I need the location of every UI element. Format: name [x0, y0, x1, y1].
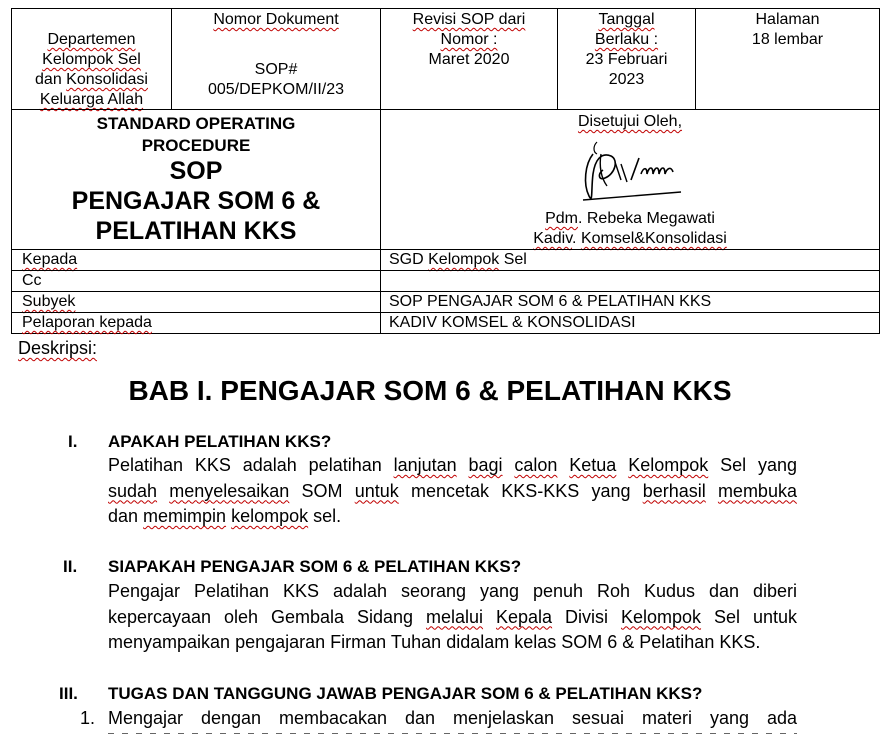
- sop-title-line2: PROCEDURE: [141, 136, 251, 155]
- revision-value: Maret 2020: [428, 51, 510, 68]
- info-label-cell: [11, 312, 381, 334]
- sop-title-line5: PELATIHAN KKS: [95, 217, 297, 245]
- sop-title-cell: [11, 109, 381, 250]
- doc-number-label: Nomor Dokument: [213, 11, 339, 28]
- cutoff-line: [108, 733, 797, 740]
- info-label-cell: [11, 270, 381, 292]
- approver-title: Kadiv. Komsel&Konsolidasi: [533, 230, 727, 247]
- section-number: II.: [63, 557, 78, 576]
- revision-label: Nomor :: [440, 31, 498, 48]
- revision-label: Revisi SOP dari: [412, 11, 526, 28]
- body-line: dan memimpin kelompok sel.: [108, 506, 342, 526]
- doc-number-cell: [171, 8, 381, 110]
- info-label-subyek: Subyek: [22, 293, 76, 310]
- list-item: Mengajar dengan membacakan dan menjelaskan sesuai materi yang ada: [108, 708, 797, 728]
- approver-name: Pdm. Rebeka Megawati: [545, 210, 715, 227]
- body-line: Pelatihan KKS adalah pelatihan lanjutan bagi calon Ketua Kelompok Sel yang: [108, 455, 797, 475]
- department-line: Keluarga Allah: [39, 91, 144, 108]
- effective-value: 2023: [608, 71, 645, 88]
- pages-label: Halaman: [755, 11, 820, 28]
- info-label-cc: Cc: [22, 272, 42, 289]
- approved-by-label: Disetujui Oleh,: [577, 113, 683, 130]
- section-heading: TUGAS DAN TANGGUNG JAWAB PENGAJAR SOM 6 & PELATIHAN KKS?: [108, 684, 703, 703]
- info-value-subyek: SOP PENGAJAR SOM 6 & PELATIHAN KKS: [389, 293, 712, 310]
- effective-value: 23 Februari: [585, 51, 668, 68]
- sop-title-line1: STANDARD OPERATING: [96, 114, 296, 133]
- department-line: dan Konsolidasi: [35, 71, 148, 88]
- info-label-kepada: Kepada: [22, 251, 78, 268]
- signature-image: [571, 134, 691, 210]
- effective-label: Berlaku :: [594, 31, 659, 48]
- chapter-title: BAB I. PENGAJAR SOM 6 & PELATIHAN KKS: [128, 375, 732, 406]
- revision-cell: [380, 8, 558, 110]
- section-body: [108, 453, 797, 530]
- pages-value: 18 lembar: [751, 31, 824, 48]
- info-label-cell: [11, 249, 381, 271]
- body-line: kepercayaan oleh Gembala Sidang melalui Kepala Divisi Kelompok Sel untuk: [108, 606, 797, 627]
- department-cell: [11, 8, 172, 110]
- pages-cell: [695, 8, 880, 110]
- info-value-pelaporan: KADIV KOMSEL & KONSOLIDASI: [389, 314, 636, 331]
- doc-number-value: SOP#: [254, 61, 298, 78]
- section-number: I.: [68, 432, 78, 451]
- info-value-cell: [380, 312, 880, 334]
- doc-number-code: 005/DEPKOM/II/23: [207, 81, 345, 98]
- sop-title-line3: SOP: [169, 157, 223, 185]
- department-line: Departemen: [47, 31, 136, 48]
- sop-title-line4: PENGAJAR SOM 6 &: [71, 187, 321, 215]
- info-value-cell: [380, 249, 880, 271]
- effective-date-cell: [557, 8, 696, 110]
- body-line: sudah menyelesaikan SOM untuk mencetak KKS-KKS yang berhasil membuka: [108, 480, 797, 501]
- info-value-cell: [380, 291, 880, 313]
- approval-cell: [380, 109, 880, 250]
- description-label: Deskripsi:: [18, 338, 98, 358]
- list-number: 1.: [80, 708, 96, 728]
- effective-label: Tanggal: [598, 11, 655, 28]
- section-heading: SIAPAKAH PENGAJAR SOM 6 & PELATIHAN KKS?: [108, 557, 522, 576]
- info-value-kepada: SGD Kelompok Sel: [389, 251, 527, 268]
- section-number: III.: [59, 684, 78, 703]
- info-label-cell: [11, 291, 381, 313]
- info-label-pelaporan: Pelaporan kepada: [22, 314, 152, 331]
- department-line: Kelompok Sel: [42, 51, 141, 68]
- info-value-cell: [380, 270, 880, 292]
- section-body: [108, 579, 797, 656]
- body-line: Pengajar Pelatihan KKS adalah seorang yang penuh Roh Kudus dan diberi: [108, 581, 797, 601]
- body-line: menyampaikan pengajaran Firman Tuhan didalam kelas SOM 6 & Pelatihan KKS.: [108, 632, 761, 652]
- section-heading: APAKAH PELATIHAN KKS?: [108, 432, 332, 451]
